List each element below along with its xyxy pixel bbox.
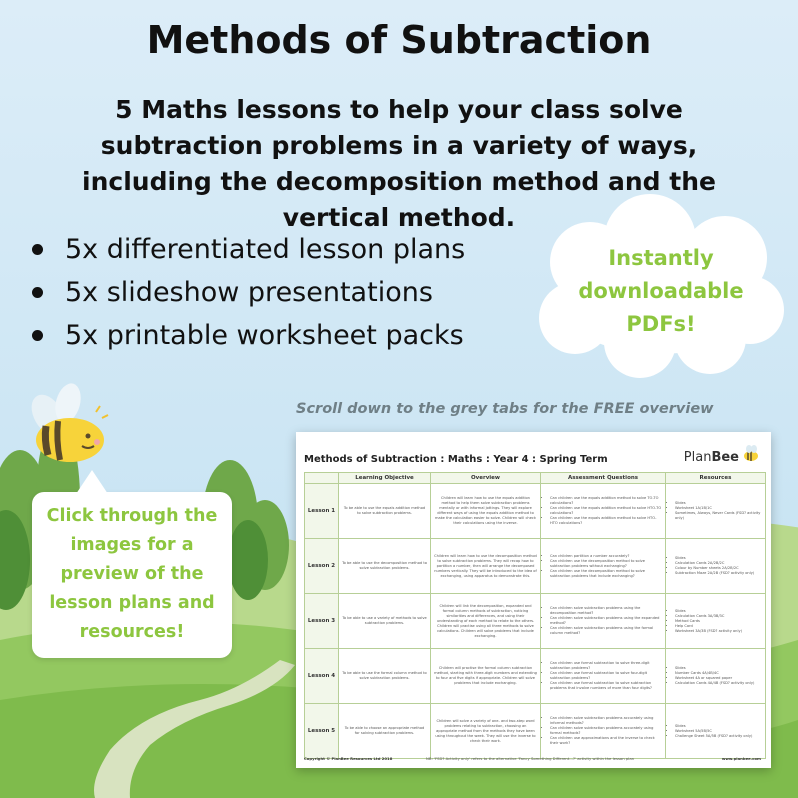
feature-label: 5x printable worksheet packs xyxy=(65,320,464,351)
cloud-line: PDFs! xyxy=(626,312,696,336)
lesson-label: Lesson 5 xyxy=(305,704,339,759)
resource-item: • Calculation Cards 4A/4B (FSD? activity only) xyxy=(675,681,762,686)
learning-objective: To be able to use the formal column method to solve subtraction problems. xyxy=(339,649,431,704)
lesson-label: Lesson 4 xyxy=(305,649,339,704)
cloud-text xyxy=(545,242,777,341)
resource-item: • Worksheet 4A or squared paper xyxy=(675,676,762,681)
callout-line: lesson plans and xyxy=(49,593,215,613)
assessment-questions xyxy=(541,484,666,539)
question-item: • Can children use the decomposition method to solve subtraction problems that include exchanging? xyxy=(550,569,662,579)
table-row xyxy=(305,704,766,759)
table-row xyxy=(305,484,766,539)
column-header xyxy=(305,473,339,484)
bee-logo-icon xyxy=(741,444,761,464)
question-item: • Can children use the decomposition method to solve subtraction problems without exchanging? xyxy=(550,559,662,569)
lesson-overview: Children will practise the formal column subtraction method, starting with three-digit numbers and extending to four and five digits if appropriate. Children will solve problems that include exchanging. xyxy=(431,649,541,704)
page-subtitle: 5 Maths lessons to help your class solve subtraction problems in a variety of ways, including the decomposition method and the vertical method. xyxy=(82,95,716,232)
lesson-label: Lesson 3 xyxy=(305,594,339,649)
question-item: • Can children solve subtraction problems accurately using formal methods? xyxy=(550,726,662,736)
download-cloud xyxy=(545,222,777,372)
resource-item: • Method Cards xyxy=(675,619,762,624)
learning-objective: To be able to use the equals addition method to solve subtraction problems. xyxy=(339,484,431,539)
resource-item: • Calculation Cards 3A/3B/3C xyxy=(675,614,762,619)
page-title: Methods of Subtraction xyxy=(146,18,652,62)
resource-item: • Challenge Sheet 5A/5B (FSD? activity only) xyxy=(675,734,762,739)
column-header: Learning Objective xyxy=(339,473,431,484)
cloud-line: downloadable xyxy=(578,279,744,303)
overview-document-preview[interactable] xyxy=(296,432,771,768)
resource-item: • Worksheet 5A/5B/5C xyxy=(675,729,762,734)
table-row xyxy=(305,649,766,704)
learning-objective: To be able to choose an appropriate method for solving subtraction problems. xyxy=(339,704,431,759)
feature-label: 5x slideshow presentations xyxy=(65,277,433,308)
table-row xyxy=(305,539,766,594)
resources xyxy=(666,539,766,594)
feature-list xyxy=(28,228,548,357)
resource-item: • Slides xyxy=(675,501,762,506)
question-item: • Can children solve subtraction problems using the expanded method? xyxy=(550,616,662,626)
question-item: • Can children use the equals addition method to solve TO-TO calculations? xyxy=(550,496,662,506)
callout-line: Click through the xyxy=(46,506,218,526)
resource-item: • Worksheet 1A/1B/1C xyxy=(675,506,762,511)
lesson-label: Lesson 2 xyxy=(305,539,339,594)
lesson-label: Lesson 1 xyxy=(305,484,339,539)
resource-item: • Slides xyxy=(675,609,762,614)
resource-item: • Worksheet 3A/3B (FSD? activity only) xyxy=(675,629,762,634)
logo-bee: Bee xyxy=(711,450,739,465)
column-header: Overview xyxy=(431,473,541,484)
callout-line: resources! xyxy=(79,622,185,642)
learning-objective: To be able to use the decomposition method to solve subtraction problems. xyxy=(339,539,431,594)
resources xyxy=(666,704,766,759)
question-item: • Can children use the equals addition method to solve HTO-HTO calculations? xyxy=(550,516,662,526)
feature-item xyxy=(28,314,548,357)
planbee-logo xyxy=(684,450,739,465)
doc-footnote: NB: 'FSD? Activity only' refers to the alternative 'Fancy Something Different...?' activity within the lesson plan xyxy=(426,756,635,761)
resource-item: • Slides xyxy=(675,724,762,729)
question-item: • Can children use formal subtraction to solve three-digit subtraction problems? xyxy=(550,661,662,671)
question-item: • Can children solve subtraction problems using the formal column method? xyxy=(550,626,662,636)
resources xyxy=(666,649,766,704)
callout-line: preview of the xyxy=(60,564,204,584)
question-item: • Can children solve subtraction problems using the decomposition method? xyxy=(550,606,662,616)
preview-callout xyxy=(32,492,232,658)
resource-item: • Sometimes, Always, Never Cards (FSD? activity only) xyxy=(675,511,762,521)
table-header-row xyxy=(305,473,766,484)
lesson-overview: Children will learn how to use the decomposition method to solve subtraction problems. They will recap how to partition a number, then will arrange the decomposed numbers vertically. They will be introduced to the idea of exchanging, using apparatus to demonstrate this. xyxy=(431,539,541,594)
scroll-note: Scroll down to the grey tabs for the FREE overview xyxy=(296,401,714,417)
resource-item: • Help Card xyxy=(675,624,762,629)
doc-website: www.planbee.com xyxy=(721,756,761,761)
question-item: • Can children solve subtraction problems accurately using informal methods? xyxy=(550,716,662,726)
lesson-overview: Children will solve a variety of one- and two-step word problems relating to subtraction, choosing an appropriate method from the methods they have been using throughout the week. They will use the inverse to check their work. xyxy=(431,704,541,759)
doc-title: Methods of Subtraction : Maths : Year 4 : Spring Term xyxy=(304,454,608,465)
resource-item: • Subtraction Maze 2A/2B (FSD? activity only) xyxy=(675,571,762,576)
bullet-dot-icon xyxy=(32,287,43,298)
resource-item: • Calculation Cards 2A/2B/2C xyxy=(675,561,762,566)
resources xyxy=(666,484,766,539)
doc-copyright: Copyright © PlanBee Resources Ltd 2018 xyxy=(304,756,393,761)
feature-item xyxy=(28,271,548,314)
learning-objective: To be able to use a variety of methods to solve subtraction problems. xyxy=(339,594,431,649)
question-item: • Can children partition a number accurately? xyxy=(550,554,662,559)
resource-item: • Number Cards 4A/4B/4C xyxy=(675,671,762,676)
callout-line: images for a xyxy=(70,535,194,555)
feature-label: 5x differentiated lesson plans xyxy=(65,234,466,265)
resource-item: • Slides xyxy=(675,556,762,561)
feature-item xyxy=(28,228,548,271)
column-header: Assessment Questions xyxy=(541,473,666,484)
assessment-questions xyxy=(541,704,666,759)
lesson-overview: Children will learn how to use the equals addition method to help them solve subtraction problems mentally or with informal jottings. They will explore different ways of using the equals addition method to make the calculation easier to solve. Children will check their calculations using the inverse. xyxy=(431,484,541,539)
question-item: • Can children use the equals addition method to solve HTO-TO calculations? xyxy=(550,506,662,516)
cloud-line: Instantly xyxy=(608,246,714,270)
question-item: • Can children use approximations and the inverse to check their work? xyxy=(550,736,662,746)
lesson-overview-table xyxy=(304,472,766,759)
bullet-dot-icon xyxy=(32,244,43,255)
bullet-dot-icon xyxy=(32,330,43,341)
question-item: • Can children use formal subtraction to solve four-digit subtraction problems? xyxy=(550,671,662,681)
question-item: • Can children use formal subtraction to solve subtraction problems that involve numbers of more than four digits? xyxy=(550,681,662,691)
callout-text xyxy=(36,502,228,647)
assessment-questions xyxy=(541,594,666,649)
lesson-overview: Children will link the decomposition, expanded and formal column methods of subtraction, noticing similarities and differences, and using their understanding of each method to relate to the others. Children will practise using all three methods to solve calculations. Children will solve problems that include exchanging. xyxy=(431,594,541,649)
resource-item: • Colour by Number sheets 2A/2B/2C xyxy=(675,566,762,571)
resource-item: • Slides xyxy=(675,666,762,671)
column-header: Resources xyxy=(666,473,766,484)
resources xyxy=(666,594,766,649)
table-row xyxy=(305,594,766,649)
logo-plan: Plan xyxy=(683,450,712,465)
assessment-questions xyxy=(541,539,666,594)
assessment-questions xyxy=(541,649,666,704)
